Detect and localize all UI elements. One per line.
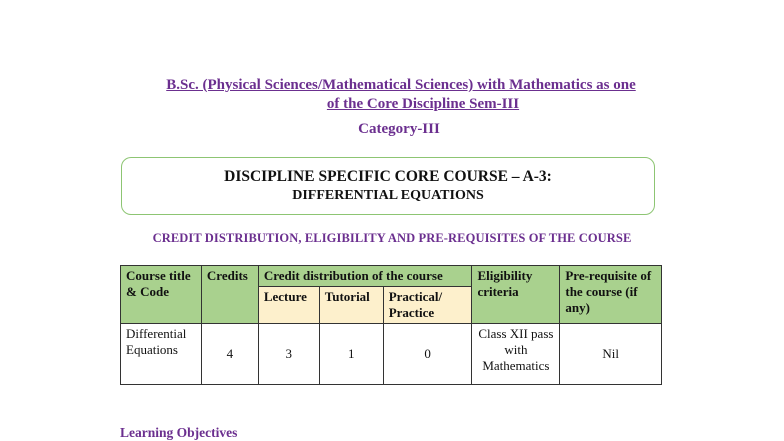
header-lecture: Lecture (258, 287, 319, 324)
header-tutorial: Tutorial (319, 287, 383, 324)
programme-title-line2: of the Core Discipline Sem-III (326, 96, 520, 112)
table-row (121, 324, 662, 385)
header-practical: Practical/ Practice (383, 287, 472, 324)
cell-tutorial: 1 (319, 324, 383, 385)
cell-lecture: 3 (258, 324, 319, 385)
header-course: Course title & Code (121, 266, 202, 324)
course-type-title: DISCIPLINE SPECIFIC CORE COURSE – A-3: (224, 168, 552, 185)
cell-eligibility: Class XII pass with Mathematics (472, 324, 560, 385)
credit-distribution-heading: CREDIT DISTRIBUTION, ELIGIBILITY AND PRE-REQUISITES OF THE COURSE (152, 231, 632, 245)
learning-objectives-heading: Learning Objectives (120, 425, 238, 440)
cell-course: Differential Equations (121, 324, 202, 385)
header-credits: Credits (201, 266, 258, 324)
programme-title-line1: B.Sc. (Physical Sciences/Mathematical Sciences) with Mathematics as one (166, 77, 636, 93)
table-header-row (121, 266, 662, 287)
header-distribution: Credit distribution of the course (258, 266, 472, 287)
header-eligibility: Eligibility criteria (472, 266, 560, 324)
category-label: Category-III (358, 121, 440, 137)
course-title-box (121, 157, 655, 215)
header-prerequisite: Pre-requisite of the course (if any) (560, 266, 662, 324)
cell-practical: 0 (383, 324, 472, 385)
credit-distribution-table (120, 265, 662, 385)
cell-prerequisite: Nil (560, 324, 662, 385)
course-name-title: DIFFERENTIAL EQUATIONS (292, 188, 484, 203)
programme-title (0, 76, 784, 114)
cell-credits: 4 (201, 324, 258, 385)
